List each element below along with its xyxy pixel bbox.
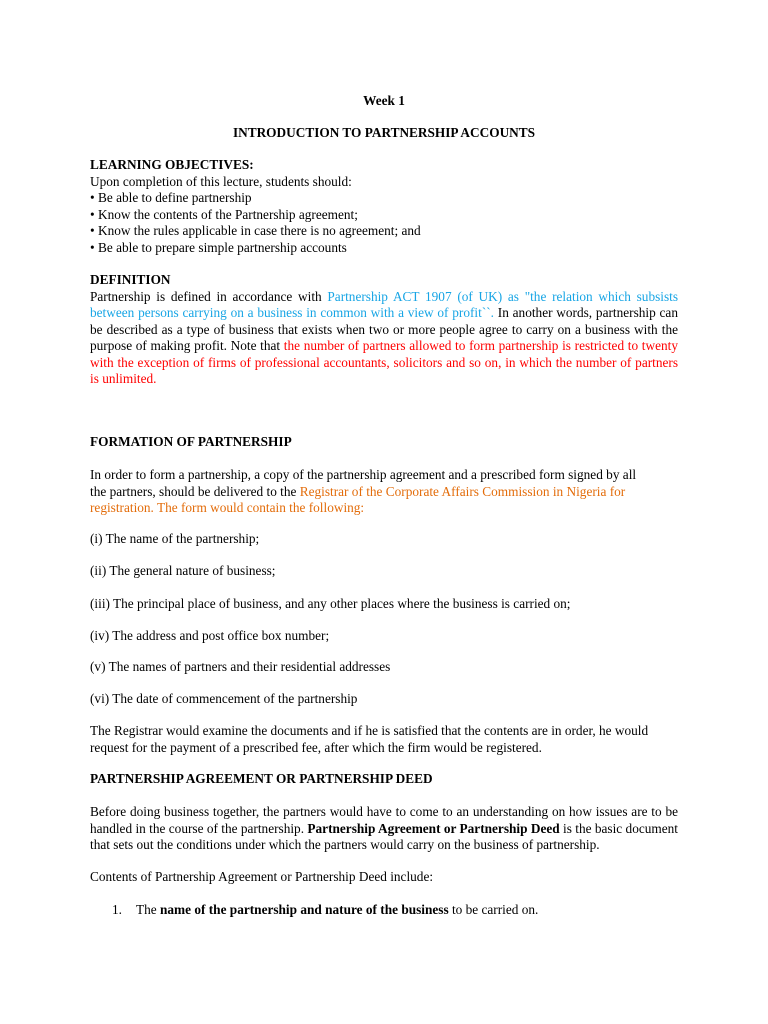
- agreement-tail: is the basic document that sets out the conditions under which the partners would carry on the business of partnership.: [90, 820, 678, 852]
- definition-middle: In another words, partnership can be described as a type of business that exists when two or more people agree to carry on a business with the purpose of making profit. Note that: [90, 305, 678, 353]
- agreement-lead: Before doing business together, the partners would have to come to an understanding on how issues are to be handled in the course of the partnership.: [90, 804, 678, 836]
- formation-intro-line: In order to form a partnership, a copy of the partnership agreement and a prescribed form signed by all: [90, 467, 637, 482]
- week-heading: Week 1: [363, 93, 405, 108]
- agreement-paragraph: [90, 804, 678, 854]
- formation-item: (vi) The date of commencement of the partnership: [90, 691, 358, 706]
- registrar-highlight: Registrar of the Corporate Affairs Commission in Nigeria for: [299, 483, 626, 499]
- objective-item: • Know the rules applicable in case there is no agreement; and: [90, 223, 421, 238]
- definition-paragraph: [90, 289, 678, 388]
- content-bold: name of the partnership and nature of the business: [160, 902, 449, 917]
- definition-heading: DEFINITION: [90, 272, 171, 287]
- objective-item: • Be able to define partnership: [90, 190, 252, 205]
- registrar-line: The Registrar would examine the documents and if he is satisfied that the contents are in order, he would: [90, 723, 649, 738]
- agreement-text: [90, 804, 678, 854]
- registrar-highlight-continued: registration. The form would contain the following:: [90, 500, 365, 515]
- definition-section: [90, 272, 678, 388]
- list-number: 1.: [112, 902, 122, 917]
- formation-item: (i) The name of the partnership;: [90, 531, 260, 546]
- formation-item: (v) The names of partners and their residential addresses: [90, 659, 391, 674]
- formation-heading: FORMATION OF PARTNERSHIP: [90, 434, 292, 449]
- formation-item: (iv) The address and post office box number;: [90, 628, 330, 643]
- definition-restriction: the number of partners allowed to form partnership is restricted to twenty with the exception of firms of professional accountants, solicitors and so on, in which the number of partners is unlimited.: [90, 338, 678, 386]
- page-title: INTRODUCTION TO PARTNERSHIP ACCOUNTS: [232, 125, 536, 140]
- agreement-heading: PARTNERSHIP AGREEMENT OR PARTNERSHIP DEED: [90, 771, 433, 786]
- objectives-intro: Upon completion of this lecture, students should:: [90, 173, 352, 189]
- formation-item: (ii) The general nature of business;: [90, 563, 276, 578]
- formation-intro-lead: the partners, should be delivered to the: [90, 483, 300, 499]
- objective-item: • Be able to prepare simple partnership accounts: [90, 239, 347, 255]
- content-list-item: [112, 902, 678, 919]
- registrar-paragraph: [90, 723, 678, 756]
- formation-intro-line: [90, 484, 678, 501]
- objective-item: • Know the contents of the Partnership agreement;: [90, 206, 358, 222]
- registrar-line: request for the payment of a prescribed fee, after which the firm would be registered.: [90, 739, 542, 755]
- objectives-heading: LEARNING OBJECTIVES:: [90, 157, 254, 172]
- formation-item: (iii) The principal place of business, and any other places where the business is carried on;: [90, 596, 571, 611]
- learning-objectives-section: [90, 157, 678, 256]
- content-tail: to be carried on.: [448, 902, 539, 917]
- definition-act-quote: Partnership ACT 1907 (of UK) as "the relation which subsists between persons carrying on a business in common with a view of profit``.: [90, 288, 679, 320]
- content-lead: The: [136, 902, 160, 917]
- definition-lead: Partnership is defined in accordance with: [90, 288, 328, 304]
- contents-intro: Contents of Partnership Agreement or Partnership Deed include:: [90, 869, 434, 884]
- agreement-term: Partnership Agreement or Partnership Deed: [307, 820, 560, 836]
- formation-intro: [90, 467, 678, 517]
